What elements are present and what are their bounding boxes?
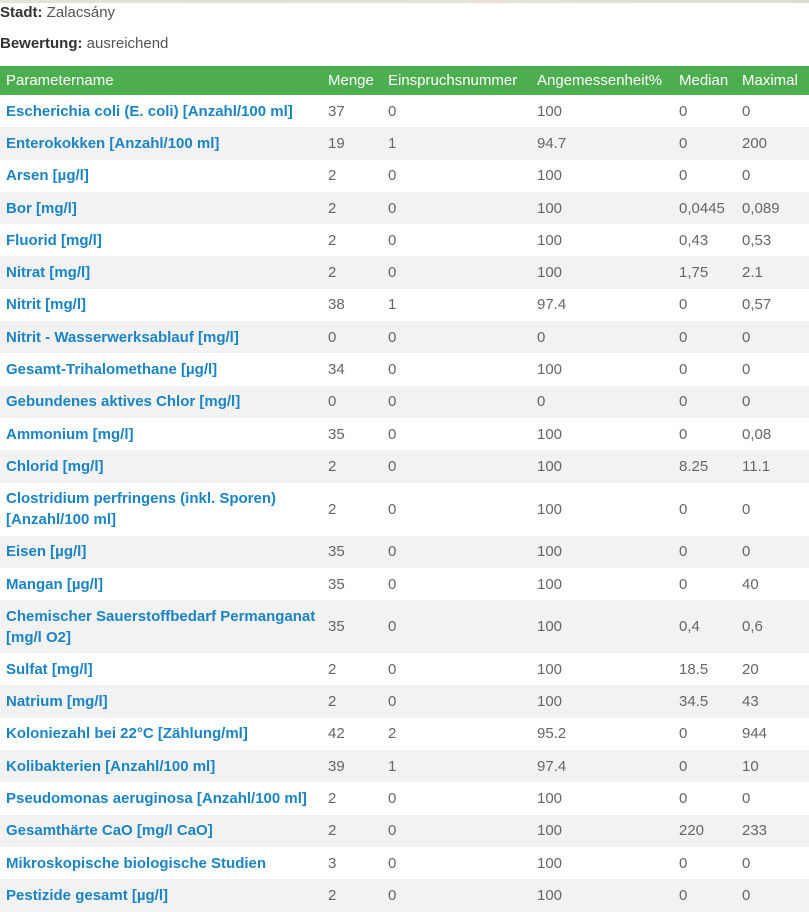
angemessenheit-cell: 0 <box>531 321 673 353</box>
median-cell: 220 <box>673 815 736 847</box>
city-info <box>0 4 115 21</box>
menge-cell: 0 <box>322 321 382 353</box>
median-cell: 0 <box>673 95 736 127</box>
table-row <box>0 750 809 782</box>
einspruchsnummer-cell: 0 <box>382 782 531 814</box>
angemessenheit-cell: 100 <box>531 600 673 653</box>
einspruchsnummer-cell: 1 <box>382 127 531 159</box>
median-cell: 0,4 <box>673 600 736 653</box>
angemessenheit-cell: 100 <box>531 256 673 288</box>
table-row <box>0 386 809 418</box>
menge-cell: 35 <box>322 418 382 450</box>
parameter-name-cell <box>0 879 322 911</box>
angemessenheit-cell: 97.4 <box>531 289 673 321</box>
parameter-link[interactable]: Kolibakterien [Anzahl/100 ml] <box>6 757 216 775</box>
column-header-maximal[interactable]: Maximal <box>736 66 809 95</box>
median-cell: 0,0445 <box>673 192 736 224</box>
einspruchsnummer-cell: 0 <box>382 568 531 600</box>
column-header-parametername[interactable]: Parametername <box>0 66 322 95</box>
city-value: Zalacsány <box>46 4 116 21</box>
median-cell: 0,43 <box>673 224 736 256</box>
menge-cell: 2 <box>322 450 382 482</box>
einspruchsnummer-cell: 0 <box>382 536 531 568</box>
median-cell: 0 <box>673 289 736 321</box>
menge-cell: 3 <box>322 847 382 879</box>
menge-cell: 19 <box>322 127 382 159</box>
table-row <box>0 653 809 685</box>
parameter-name-cell <box>0 450 322 482</box>
parameter-link[interactable]: Gebundenes aktives Chlor [mg/l] <box>6 393 241 411</box>
angemessenheit-cell: 100 <box>531 815 673 847</box>
einspruchsnummer-cell: 0 <box>382 353 531 385</box>
maximal-cell: 944 <box>736 718 809 750</box>
menge-cell: 42 <box>322 718 382 750</box>
einspruchsnummer-cell: 0 <box>382 224 531 256</box>
table-row <box>0 815 809 847</box>
einspruchsnummer-cell: 0 <box>382 321 531 353</box>
angemessenheit-cell: 100 <box>531 224 673 256</box>
menge-cell: 2 <box>322 815 382 847</box>
median-cell: 0 <box>673 483 736 536</box>
table-row <box>0 536 809 568</box>
angemessenheit-cell: 100 <box>531 95 673 127</box>
maximal-cell: 20 <box>736 653 809 685</box>
parameter-link[interactable]: Enterokokken [Anzahl/100 ml] <box>6 134 220 152</box>
parameter-link[interactable]: Bor [mg/l] <box>6 199 77 217</box>
median-cell: 0 <box>673 568 736 600</box>
table-row <box>0 685 809 717</box>
table-row <box>0 160 809 192</box>
menge-cell: 2 <box>322 483 382 536</box>
maximal-cell: 233 <box>736 815 809 847</box>
table-row <box>0 782 809 814</box>
parameter-link[interactable]: Clostridium perfringens (inkl. Sporen) [Anzahl/100 ml] <box>6 490 277 529</box>
table-row <box>0 192 809 224</box>
parameter-name-cell <box>0 536 322 568</box>
menge-cell: 2 <box>322 160 382 192</box>
parameter-link[interactable]: Eisen [µg/l] <box>6 543 87 561</box>
angemessenheit-cell: 95.2 <box>531 718 673 750</box>
parameter-name-cell <box>0 483 322 536</box>
table-row <box>0 718 809 750</box>
menge-cell: 38 <box>322 289 382 321</box>
median-cell: 0 <box>673 386 736 418</box>
maximal-cell: 0 <box>736 879 809 911</box>
parameter-link[interactable]: Mikroskopische biologische Studien <box>6 854 267 872</box>
maximal-cell: 0 <box>736 782 809 814</box>
menge-cell: 37 <box>322 95 382 127</box>
median-cell: 0 <box>673 160 736 192</box>
menge-cell: 35 <box>322 600 382 653</box>
maximal-cell: 0,57 <box>736 289 809 321</box>
parameter-link[interactable]: Escherichia coli (E. coli) [Anzahl/100 ml] <box>6 102 293 120</box>
angemessenheit-cell: 100 <box>531 782 673 814</box>
table-row <box>0 600 809 653</box>
parameter-link[interactable]: Koloniezahl bei 22°C [Zählung/ml] <box>6 725 248 743</box>
table-row <box>0 95 809 127</box>
angemessenheit-cell: 100 <box>531 653 673 685</box>
maximal-cell: 2.1 <box>736 256 809 288</box>
median-cell: 0 <box>673 536 736 568</box>
angemessenheit-cell: 94.7 <box>531 127 673 159</box>
maximal-cell: 0,53 <box>736 224 809 256</box>
median-cell: 0 <box>673 321 736 353</box>
angemessenheit-cell: 100 <box>531 160 673 192</box>
parameter-link[interactable]: Pestizide gesamt [µg/l] <box>6 886 169 904</box>
maximal-cell: 0 <box>736 386 809 418</box>
parameter-link[interactable]: Gesamthärte CaO [mg/l CaO] <box>6 822 213 840</box>
parameter-link[interactable]: Chlorid [mg/l] <box>6 457 104 475</box>
parameter-name-cell <box>0 418 322 450</box>
menge-cell: 2 <box>322 879 382 911</box>
median-cell: 0 <box>673 127 736 159</box>
parameter-link[interactable]: Nitrit [mg/l] <box>6 296 86 314</box>
menge-cell: 2 <box>322 256 382 288</box>
map-strip <box>0 0 809 3</box>
parameter-link[interactable]: Mangan [µg/l] <box>6 575 103 593</box>
einspruchsnummer-cell: 0 <box>382 95 531 127</box>
einspruchsnummer-cell: 1 <box>382 750 531 782</box>
median-cell: 0 <box>673 750 736 782</box>
angemessenheit-cell: 100 <box>531 536 673 568</box>
maximal-cell: 0 <box>736 95 809 127</box>
menge-cell: 2 <box>322 192 382 224</box>
einspruchsnummer-cell: 0 <box>382 386 531 418</box>
median-cell: 8.25 <box>673 450 736 482</box>
maximal-cell: 0,6 <box>736 600 809 653</box>
parameter-name-cell <box>0 568 322 600</box>
table-row <box>0 450 809 482</box>
table-row <box>0 127 809 159</box>
parameter-link[interactable]: Nitrat [mg/l] <box>6 264 91 282</box>
parameter-link[interactable]: Chemischer Sauerstoffbedarf Permanganat [mg/l O2] <box>6 607 316 646</box>
einspruchsnummer-cell: 0 <box>382 600 531 653</box>
median-cell: 34.5 <box>673 685 736 717</box>
maximal-cell: 0 <box>736 483 809 536</box>
einspruchsnummer-cell: 0 <box>382 256 531 288</box>
parameter-name-cell <box>0 653 322 685</box>
rating-value: ausreichend <box>86 35 169 52</box>
maximal-cell: 11.1 <box>736 450 809 482</box>
maximal-cell: 0,089 <box>736 192 809 224</box>
median-cell: 0 <box>673 418 736 450</box>
parameter-name-cell <box>0 718 322 750</box>
menge-cell: 0 <box>322 386 382 418</box>
einspruchsnummer-cell: 0 <box>382 483 531 536</box>
parameter-link[interactable]: Gesamt-Trihalomethane [µg/l] <box>6 361 218 379</box>
maximal-cell: 0 <box>736 536 809 568</box>
einspruchsnummer-cell: 0 <box>382 815 531 847</box>
maximal-cell: 43 <box>736 685 809 717</box>
angemessenheit-cell: 100 <box>531 192 673 224</box>
table-row <box>0 224 809 256</box>
table-row <box>0 353 809 385</box>
column-header-median[interactable]: Median <box>673 66 736 95</box>
angemessenheit-cell: 100 <box>531 450 673 482</box>
parameter-name-cell <box>0 685 322 717</box>
angemessenheit-cell: 100 <box>531 847 673 879</box>
angemessenheit-cell: 100 <box>531 685 673 717</box>
city-label: Stadt: <box>0 4 43 21</box>
maximal-cell: 40 <box>736 568 809 600</box>
einspruchsnummer-cell: 2 <box>382 718 531 750</box>
parameter-name-cell <box>0 224 322 256</box>
maximal-cell: 200 <box>736 127 809 159</box>
einspruchsnummer-cell: 0 <box>382 653 531 685</box>
table-row <box>0 418 809 450</box>
parameter-link[interactable]: Pseudomonas aeruginosa [Anzahl/100 ml] <box>6 789 307 807</box>
parameter-name-cell <box>0 600 322 653</box>
maximal-cell: 0 <box>736 160 809 192</box>
parameter-link[interactable]: Sulfat [mg/l] <box>6 660 93 678</box>
parameter-name-cell <box>0 127 322 159</box>
parameter-name-cell <box>0 353 322 385</box>
rating-info <box>0 35 168 52</box>
angemessenheit-cell: 97.4 <box>531 750 673 782</box>
angemessenheit-cell: 100 <box>531 353 673 385</box>
parameter-link[interactable]: Fluorid [mg/l] <box>6 231 102 249</box>
angemessenheit-cell: 100 <box>531 418 673 450</box>
parameter-name-cell <box>0 321 322 353</box>
parameter-name-cell <box>0 256 322 288</box>
menge-cell: 35 <box>322 536 382 568</box>
menge-cell: 2 <box>322 653 382 685</box>
menge-cell: 39 <box>322 750 382 782</box>
parameter-name-cell <box>0 289 322 321</box>
table-row <box>0 289 809 321</box>
parameter-name-cell <box>0 386 322 418</box>
menge-cell: 2 <box>322 685 382 717</box>
parameter-name-cell <box>0 782 322 814</box>
parameter-link[interactable]: Natrium [mg/l] <box>6 693 108 711</box>
median-cell: 0 <box>673 782 736 814</box>
table-row <box>0 321 809 353</box>
column-header-einspruchsnummer[interactable]: Einspruchsnummer <box>382 66 531 95</box>
table-row <box>0 256 809 288</box>
median-cell: 18.5 <box>673 653 736 685</box>
median-cell: 0 <box>673 718 736 750</box>
table-header-row <box>0 66 809 95</box>
table-row <box>0 568 809 600</box>
menge-cell: 2 <box>322 782 382 814</box>
median-cell: 0 <box>673 879 736 911</box>
rating-label: Bewertung: <box>0 35 83 52</box>
parameter-name-cell <box>0 815 322 847</box>
column-header-angemessenheit[interactable]: Angemessenheit% <box>531 66 673 95</box>
table-row <box>0 483 809 536</box>
maximal-cell: 0 <box>736 847 809 879</box>
parameter-name-cell <box>0 95 322 127</box>
parameter-name-cell <box>0 160 322 192</box>
einspruchsnummer-cell: 0 <box>382 418 531 450</box>
parameter-link[interactable]: Nitrit - Wasserwerksablauf [mg/l] <box>6 328 239 346</box>
einspruchsnummer-cell: 1 <box>382 289 531 321</box>
menge-cell: 2 <box>322 224 382 256</box>
einspruchsnummer-cell: 0 <box>382 160 531 192</box>
table-row <box>0 879 809 911</box>
menge-cell: 35 <box>322 568 382 600</box>
column-header-menge[interactable]: Menge <box>322 66 382 95</box>
angemessenheit-cell: 100 <box>531 879 673 911</box>
parameter-name-cell <box>0 847 322 879</box>
median-cell: 0 <box>673 847 736 879</box>
maximal-cell: 0 <box>736 321 809 353</box>
einspruchsnummer-cell: 0 <box>382 879 531 911</box>
maximal-cell: 10 <box>736 750 809 782</box>
table-row <box>0 847 809 879</box>
maximal-cell: 0,08 <box>736 418 809 450</box>
parameter-name-cell <box>0 192 322 224</box>
menge-cell: 34 <box>322 353 382 385</box>
einspruchsnummer-cell: 0 <box>382 192 531 224</box>
parameter-table <box>0 66 809 912</box>
median-cell: 0 <box>673 353 736 385</box>
einspruchsnummer-cell: 0 <box>382 450 531 482</box>
parameter-name-cell <box>0 750 322 782</box>
maximal-cell: 0 <box>736 353 809 385</box>
median-cell: 1,75 <box>673 256 736 288</box>
angemessenheit-cell: 0 <box>531 386 673 418</box>
parameter-link[interactable]: Ammonium [mg/l] <box>6 425 134 443</box>
parameter-link[interactable]: Arsen [µg/l] <box>6 167 89 185</box>
einspruchsnummer-cell: 0 <box>382 847 531 879</box>
angemessenheit-cell: 100 <box>531 568 673 600</box>
einspruchsnummer-cell: 0 <box>382 685 531 717</box>
angemessenheit-cell: 100 <box>531 483 673 536</box>
